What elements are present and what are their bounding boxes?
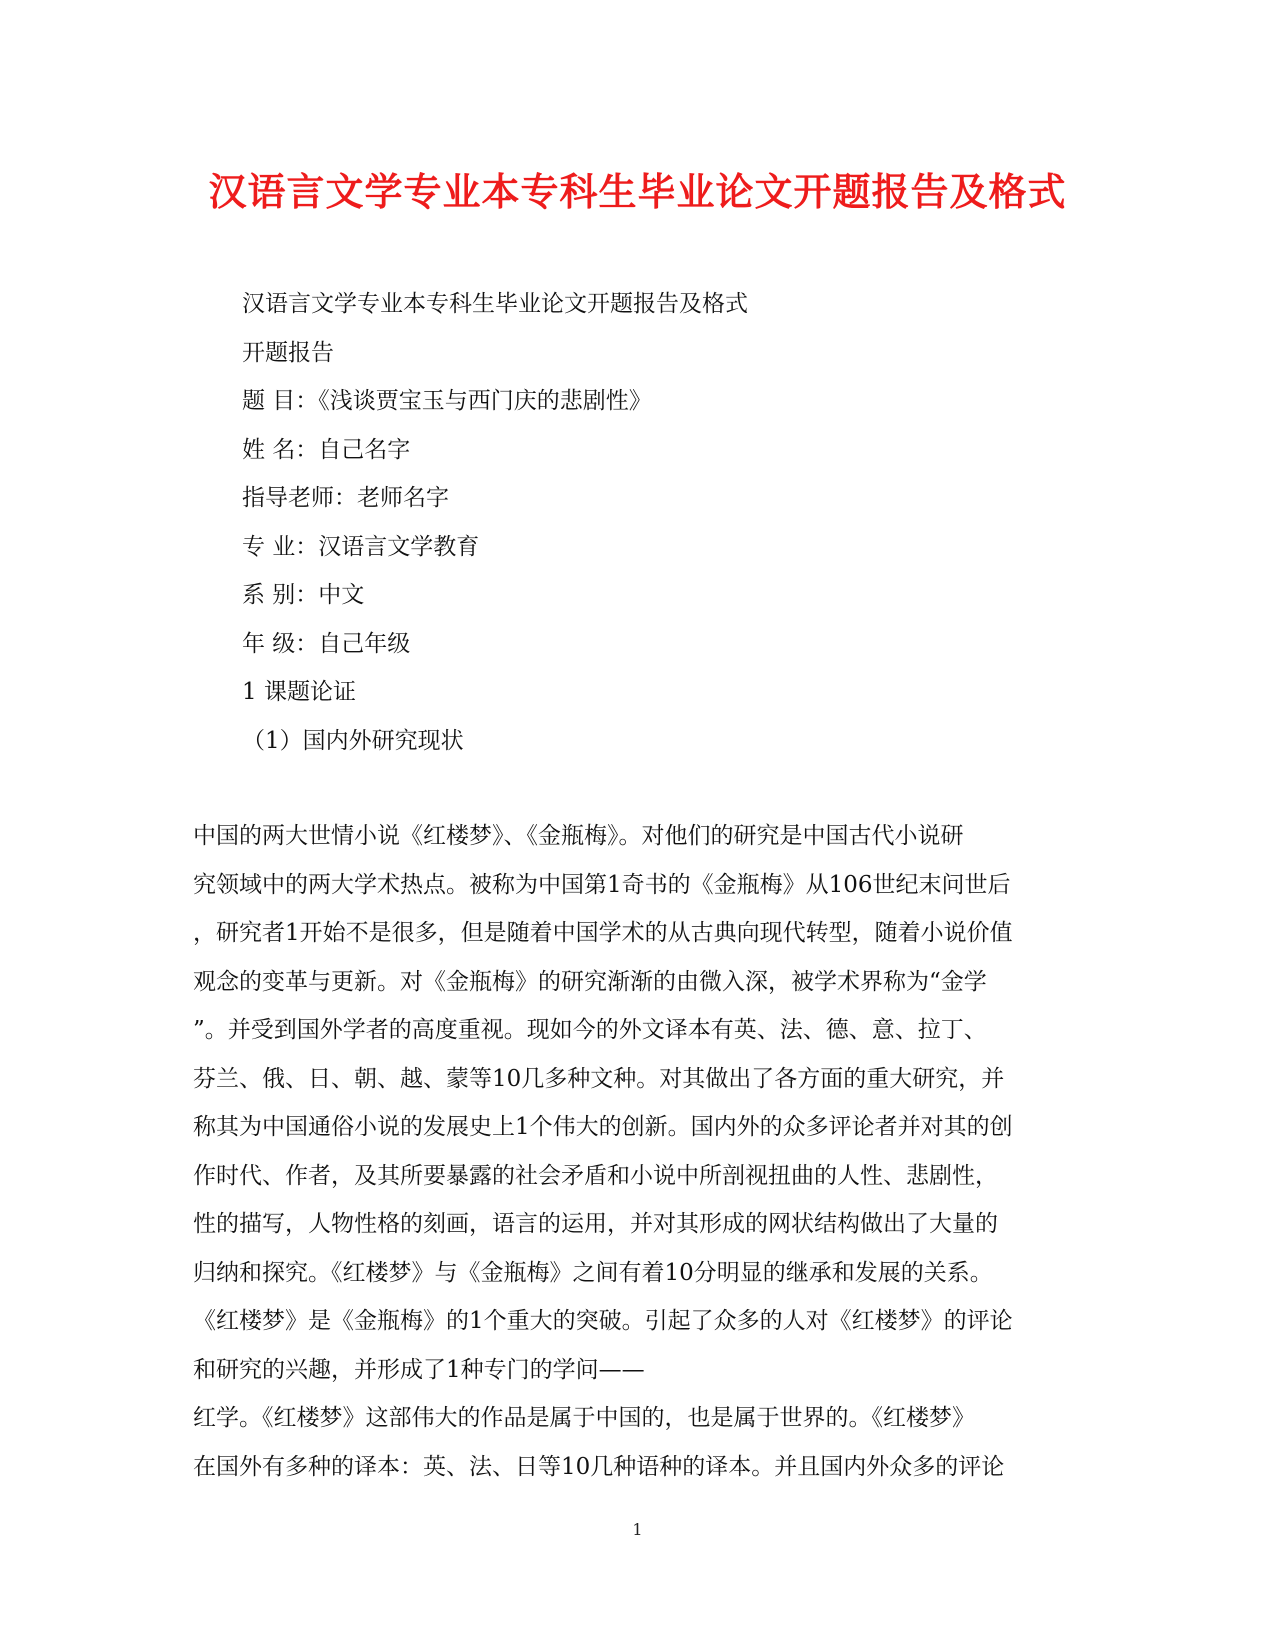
body-line: 究领域中的两大学术热点。被称为中国第1奇书的《金瓶梅》从106世纪末问世后 bbox=[193, 871, 1011, 898]
document-title: 汉语言文学专业本专科生毕业论文开题报告及格式 bbox=[208, 169, 1067, 214]
report-header-section bbox=[242, 280, 1142, 765]
body-line: 性的描写，人物性格的刻画，语言的运用，并对其形成的网状结构做出了大量的 bbox=[193, 1211, 998, 1237]
body-line: ”。并受到国外学者的高度重视。现如今的外文译本有英、法、德、意、拉丁、 bbox=[193, 1017, 987, 1043]
subtitle-line: 汉语言文学专业本专科生毕业论文开题报告及格式 bbox=[242, 291, 748, 317]
body-line: 红学。《红楼梦》这部伟大的作品是属于中国的，也是属于世界的。《红楼梦》 bbox=[193, 1405, 975, 1431]
body-line: 芬兰、俄、日、朝、越、蒙等10几多种文种。对其做出了各方面的重大研究，并 bbox=[193, 1065, 1005, 1092]
department-line: 系 别：中文 bbox=[242, 582, 365, 608]
body-line: 中国的两大世情小说《红楼梦》、《金瓶梅》。对他们的研究是中国古代小说研 bbox=[193, 823, 964, 849]
body-line: 归纳和探究。《红楼梦》与《金瓶梅》之间有着10分明显的继承和发展的关系。 bbox=[193, 1259, 993, 1286]
subsection-heading: （1）国内外研究现状 bbox=[242, 727, 464, 754]
report-label: 开题报告 bbox=[242, 339, 334, 366]
body-line: 称其为中国通俗小说的发展史上1个伟大的创新。国内外的众多评论者并对其的创 bbox=[193, 1114, 1013, 1140]
section-heading: 1 课题论证 bbox=[242, 679, 356, 705]
major-line: 专 业：汉语言文学教育 bbox=[242, 533, 480, 560]
topic-line: 题 目：《浅谈贾宝玉与西门庆的悲剧性》 bbox=[242, 388, 652, 414]
body-line: 《红楼梦》是《金瓶梅》的1个重大的突破。引起了众多的人对《红楼梦》的评论 bbox=[193, 1308, 1013, 1334]
body-line: 作时代、作者，及其所要暴露的社会矛盾和小说中所剖视扭曲的人性、悲剧性， bbox=[193, 1162, 998, 1189]
body-line: ，研究者1开始不是很多，但是随着中国学术的从古典向现代转型，随着小说价值 bbox=[193, 920, 1013, 946]
name-line: 姓 名：自己名字 bbox=[242, 436, 411, 463]
page-number: 1 bbox=[632, 1520, 643, 1539]
grade-line: 年 级：自己年级 bbox=[242, 630, 411, 657]
body-line: 和研究的兴趣，并形成了1种专门的学问—— bbox=[193, 1356, 645, 1383]
body-paragraph bbox=[193, 812, 1093, 1491]
advisor-line: 指导老师：老师名字 bbox=[242, 485, 449, 511]
body-line: 在国外有多种的译本：英、法、日等10几种语种的译本。并且国内外众多的评论 bbox=[193, 1453, 1005, 1480]
body-line: 观念的变革与更新。对《金瓶梅》的研究渐渐的由微入深，被学术界称为“金学 bbox=[193, 968, 987, 995]
